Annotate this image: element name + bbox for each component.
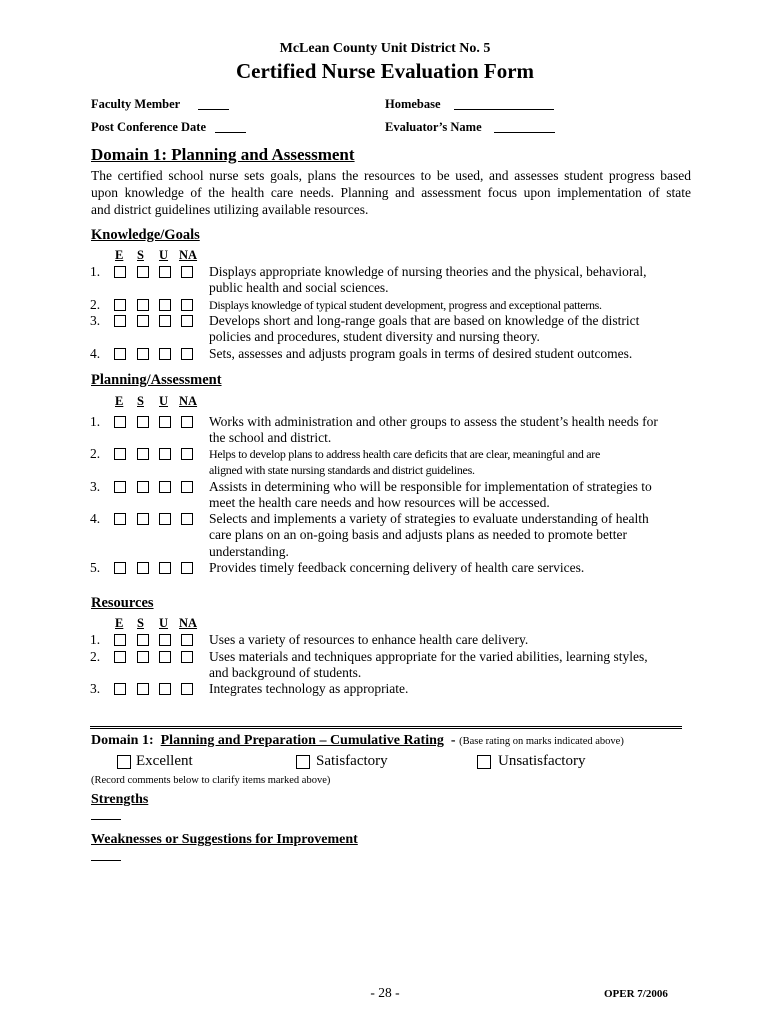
- rating-header-u: U: [159, 394, 169, 408]
- checkbox-u[interactable]: [159, 562, 171, 574]
- checkbox-e[interactable]: [114, 299, 126, 311]
- domain-description: [91, 168, 691, 218]
- checkbox-e[interactable]: [114, 416, 126, 428]
- checkbox-na[interactable]: [181, 348, 193, 360]
- criterion-line: Uses a variety of resources to enhance health care delivery.: [209, 632, 529, 647]
- checkbox-u[interactable]: [159, 266, 171, 278]
- checkbox-s[interactable]: [137, 634, 149, 646]
- unsatisfactory-label: Unsatisfactory: [498, 753, 586, 769]
- criterion-text: [209, 560, 679, 576]
- criterion-line: public health and social sciences.: [209, 280, 389, 296]
- criterion-line: Works with administration and other groups to assess the student’s health needs for: [209, 414, 658, 429]
- checkbox-s[interactable]: [137, 266, 149, 278]
- criterion-line: Develops short and long-range goals that are based on knowledge of the district: [209, 313, 640, 328]
- unsatisfactory-checkbox[interactable]: [477, 755, 491, 769]
- criterion-line: Displays knowledge of typical student development, progress and exceptional patterns.: [209, 298, 602, 312]
- checkbox-na[interactable]: [181, 448, 193, 460]
- item-number: 3.: [90, 681, 101, 696]
- strengths-title: Strengths: [91, 792, 149, 807]
- item-number: 4.: [90, 346, 101, 361]
- rating-header-e: E: [115, 394, 124, 408]
- cumulative-dash: -: [450, 733, 456, 748]
- checkbox-na[interactable]: [181, 299, 193, 311]
- cumulative-domain-label: Domain 1:: [91, 733, 154, 748]
- faculty-member-field[interactable]: [198, 97, 229, 110]
- criterion-line: and background of students.: [209, 665, 362, 681]
- cumulative-heading: [91, 733, 624, 749]
- checkbox-s[interactable]: [137, 562, 149, 574]
- page-number: - 28 -: [370, 985, 400, 1000]
- item-number: 3.: [90, 313, 101, 328]
- comment-note: (Record comments below to clarify items marked above): [91, 775, 331, 786]
- criterion-line: Helps to develop plans to address health care deficits that are clear, meaningful and are: [209, 447, 600, 461]
- checkbox-u[interactable]: [159, 683, 171, 695]
- checkbox-s[interactable]: [137, 348, 149, 360]
- checkbox-s[interactable]: [137, 651, 149, 663]
- checkbox-na[interactable]: [181, 315, 193, 327]
- checkbox-na[interactable]: [181, 562, 193, 574]
- checkbox-e[interactable]: [114, 651, 126, 663]
- criterion-text: [209, 632, 679, 648]
- weaknesses-title: Weaknesses or Suggestions for Improvement: [91, 832, 358, 847]
- excellent-checkbox[interactable]: [117, 755, 131, 769]
- checkbox-e[interactable]: [114, 683, 126, 695]
- checkbox-e[interactable]: [114, 448, 126, 460]
- criterion-line: Provides timely feedback concerning delivery of health care services.: [209, 560, 585, 575]
- section-title-knowledge-goals: Knowledge/Goals: [91, 227, 200, 243]
- domain-description-line: and district guidelines utilizing available resources.: [91, 201, 369, 217]
- criterion-line: policies and procedures, student diversity and nursing theory.: [209, 329, 540, 345]
- criterion-text: [209, 446, 679, 478]
- rating-header-e: E: [115, 248, 124, 262]
- criterion-line: Assists in determining who will be responsible for implementation of strategies to: [209, 479, 652, 494]
- criterion-line: aligned with state nursing standards and district guidelines.: [209, 463, 475, 477]
- criterion-line: Sets, assesses and adjusts program goals in terms of desired student outcomes.: [209, 346, 633, 361]
- criterion-line: Selects and implements a variety of strategies to evaluate understanding of health: [209, 511, 649, 526]
- item-number: 3.: [90, 479, 101, 494]
- criterion-text: [209, 511, 679, 560]
- criterion-text: [209, 649, 679, 682]
- checkbox-na[interactable]: [181, 634, 193, 646]
- cumulative-title: Planning and Preparation – Cumulative Rating: [160, 733, 444, 748]
- weaknesses-field[interactable]: [91, 860, 121, 861]
- rating-header-u: U: [159, 616, 169, 630]
- checkbox-u[interactable]: [159, 416, 171, 428]
- checkbox-u[interactable]: [159, 634, 171, 646]
- checkbox-e[interactable]: [114, 562, 126, 574]
- item-number: 1.: [90, 632, 101, 647]
- criterion-text: [209, 313, 679, 346]
- checkbox-na[interactable]: [181, 266, 193, 278]
- domain-description-line: The certified school nurse sets goals, plans the resources to be used, and assesses student progress based: [91, 168, 691, 183]
- domain-description-line: upon knowledge of the health care needs. Planning and assessment focus upon implementation of state: [91, 184, 691, 200]
- checkbox-u[interactable]: [159, 299, 171, 311]
- checkbox-s[interactable]: [137, 481, 149, 493]
- excellent-label: Excellent: [136, 753, 193, 769]
- item-number: 1.: [90, 414, 101, 429]
- criterion-text: [209, 414, 679, 447]
- rating-header-s: S: [137, 394, 144, 408]
- checkbox-u[interactable]: [159, 481, 171, 493]
- rating-header-na: NA: [179, 394, 198, 408]
- evaluators-name-label: Evaluator’s Name: [385, 120, 482, 134]
- domain-title-text: Domain 1: Planning and Assessment: [91, 145, 355, 164]
- checkbox-u[interactable]: [159, 513, 171, 525]
- item-number: 4.: [90, 511, 101, 526]
- checkbox-na[interactable]: [181, 416, 193, 428]
- section-title-planning-assessment: Planning/Assessment: [91, 372, 222, 388]
- homebase-label: Homebase: [385, 97, 441, 111]
- section-divider: [90, 726, 682, 729]
- checkbox-na[interactable]: [181, 683, 193, 695]
- checkbox-s[interactable]: [137, 448, 149, 460]
- item-number: 2.: [90, 297, 101, 312]
- rating-header-u: U: [159, 248, 169, 262]
- checkbox-na[interactable]: [181, 481, 193, 493]
- checkbox-e[interactable]: [114, 266, 126, 278]
- rating-header-e: E: [115, 616, 124, 630]
- form-code: OPER 7/2006: [604, 988, 668, 1000]
- checkbox-s[interactable]: [137, 416, 149, 428]
- checkbox-e[interactable]: [114, 315, 126, 327]
- district-name: McLean County Unit District No. 5: [279, 41, 491, 56]
- criterion-line: Integrates technology as appropriate.: [209, 681, 409, 696]
- checkbox-u[interactable]: [159, 448, 171, 460]
- criterion-line: understanding.: [209, 543, 289, 559]
- post-conference-date-label: Post Conference Date: [91, 120, 207, 134]
- section-title-resources: Resources: [91, 595, 154, 611]
- faculty-member-label: Faculty Member: [91, 97, 181, 111]
- strengths-field[interactable]: [91, 819, 121, 820]
- criterion-line: meet the health care needs and how resources will be accessed.: [209, 495, 550, 511]
- criterion-text: [209, 479, 679, 512]
- rating-header-s: S: [137, 616, 144, 630]
- domain-title: [91, 145, 355, 165]
- item-number: 1.: [90, 264, 101, 279]
- rating-header-na: NA: [179, 616, 198, 630]
- criterion-line: Displays appropriate knowledge of nursing theories and the physical, behavioral,: [209, 264, 647, 279]
- criterion-text: [209, 264, 679, 297]
- item-number: 2.: [90, 446, 101, 461]
- criterion-text: [209, 346, 679, 362]
- checkbox-na[interactable]: [181, 513, 193, 525]
- checkbox-u[interactable]: [159, 315, 171, 327]
- checkbox-e[interactable]: [114, 634, 126, 646]
- criterion-line: the school and district.: [209, 430, 332, 446]
- checkbox-u[interactable]: [159, 651, 171, 663]
- post-conference-date-field[interactable]: [215, 120, 246, 133]
- checkbox-s[interactable]: [137, 513, 149, 525]
- form-title: Certified Nurse Evaluation Form: [235, 59, 535, 83]
- satisfactory-checkbox[interactable]: [296, 755, 310, 769]
- satisfactory-label: Satisfactory: [316, 753, 388, 769]
- homebase-field[interactable]: [454, 97, 554, 110]
- checkbox-s[interactable]: [137, 683, 149, 695]
- checkbox-s[interactable]: [137, 315, 149, 327]
- checkbox-s[interactable]: [137, 299, 149, 311]
- item-number: 2.: [90, 649, 101, 664]
- checkbox-e[interactable]: [114, 348, 126, 360]
- rating-header-s: S: [137, 248, 144, 262]
- criterion-text: [209, 297, 679, 313]
- checkbox-e[interactable]: [114, 513, 126, 525]
- rating-header-na: NA: [179, 248, 198, 262]
- checkbox-na[interactable]: [181, 651, 193, 663]
- cumulative-note: (Base rating on marks indicated above): [459, 736, 624, 747]
- checkbox-u[interactable]: [159, 348, 171, 360]
- evaluators-name-field[interactable]: [494, 120, 555, 133]
- item-number: 5.: [90, 560, 101, 575]
- checkbox-e[interactable]: [114, 481, 126, 493]
- criterion-line: care plans on an on-going basis and adjusts plans as needed to promote better: [209, 527, 628, 543]
- criterion-text: [209, 681, 679, 697]
- criterion-line: Uses materials and techniques appropriate for the varied abilities, learning styles,: [209, 649, 648, 664]
